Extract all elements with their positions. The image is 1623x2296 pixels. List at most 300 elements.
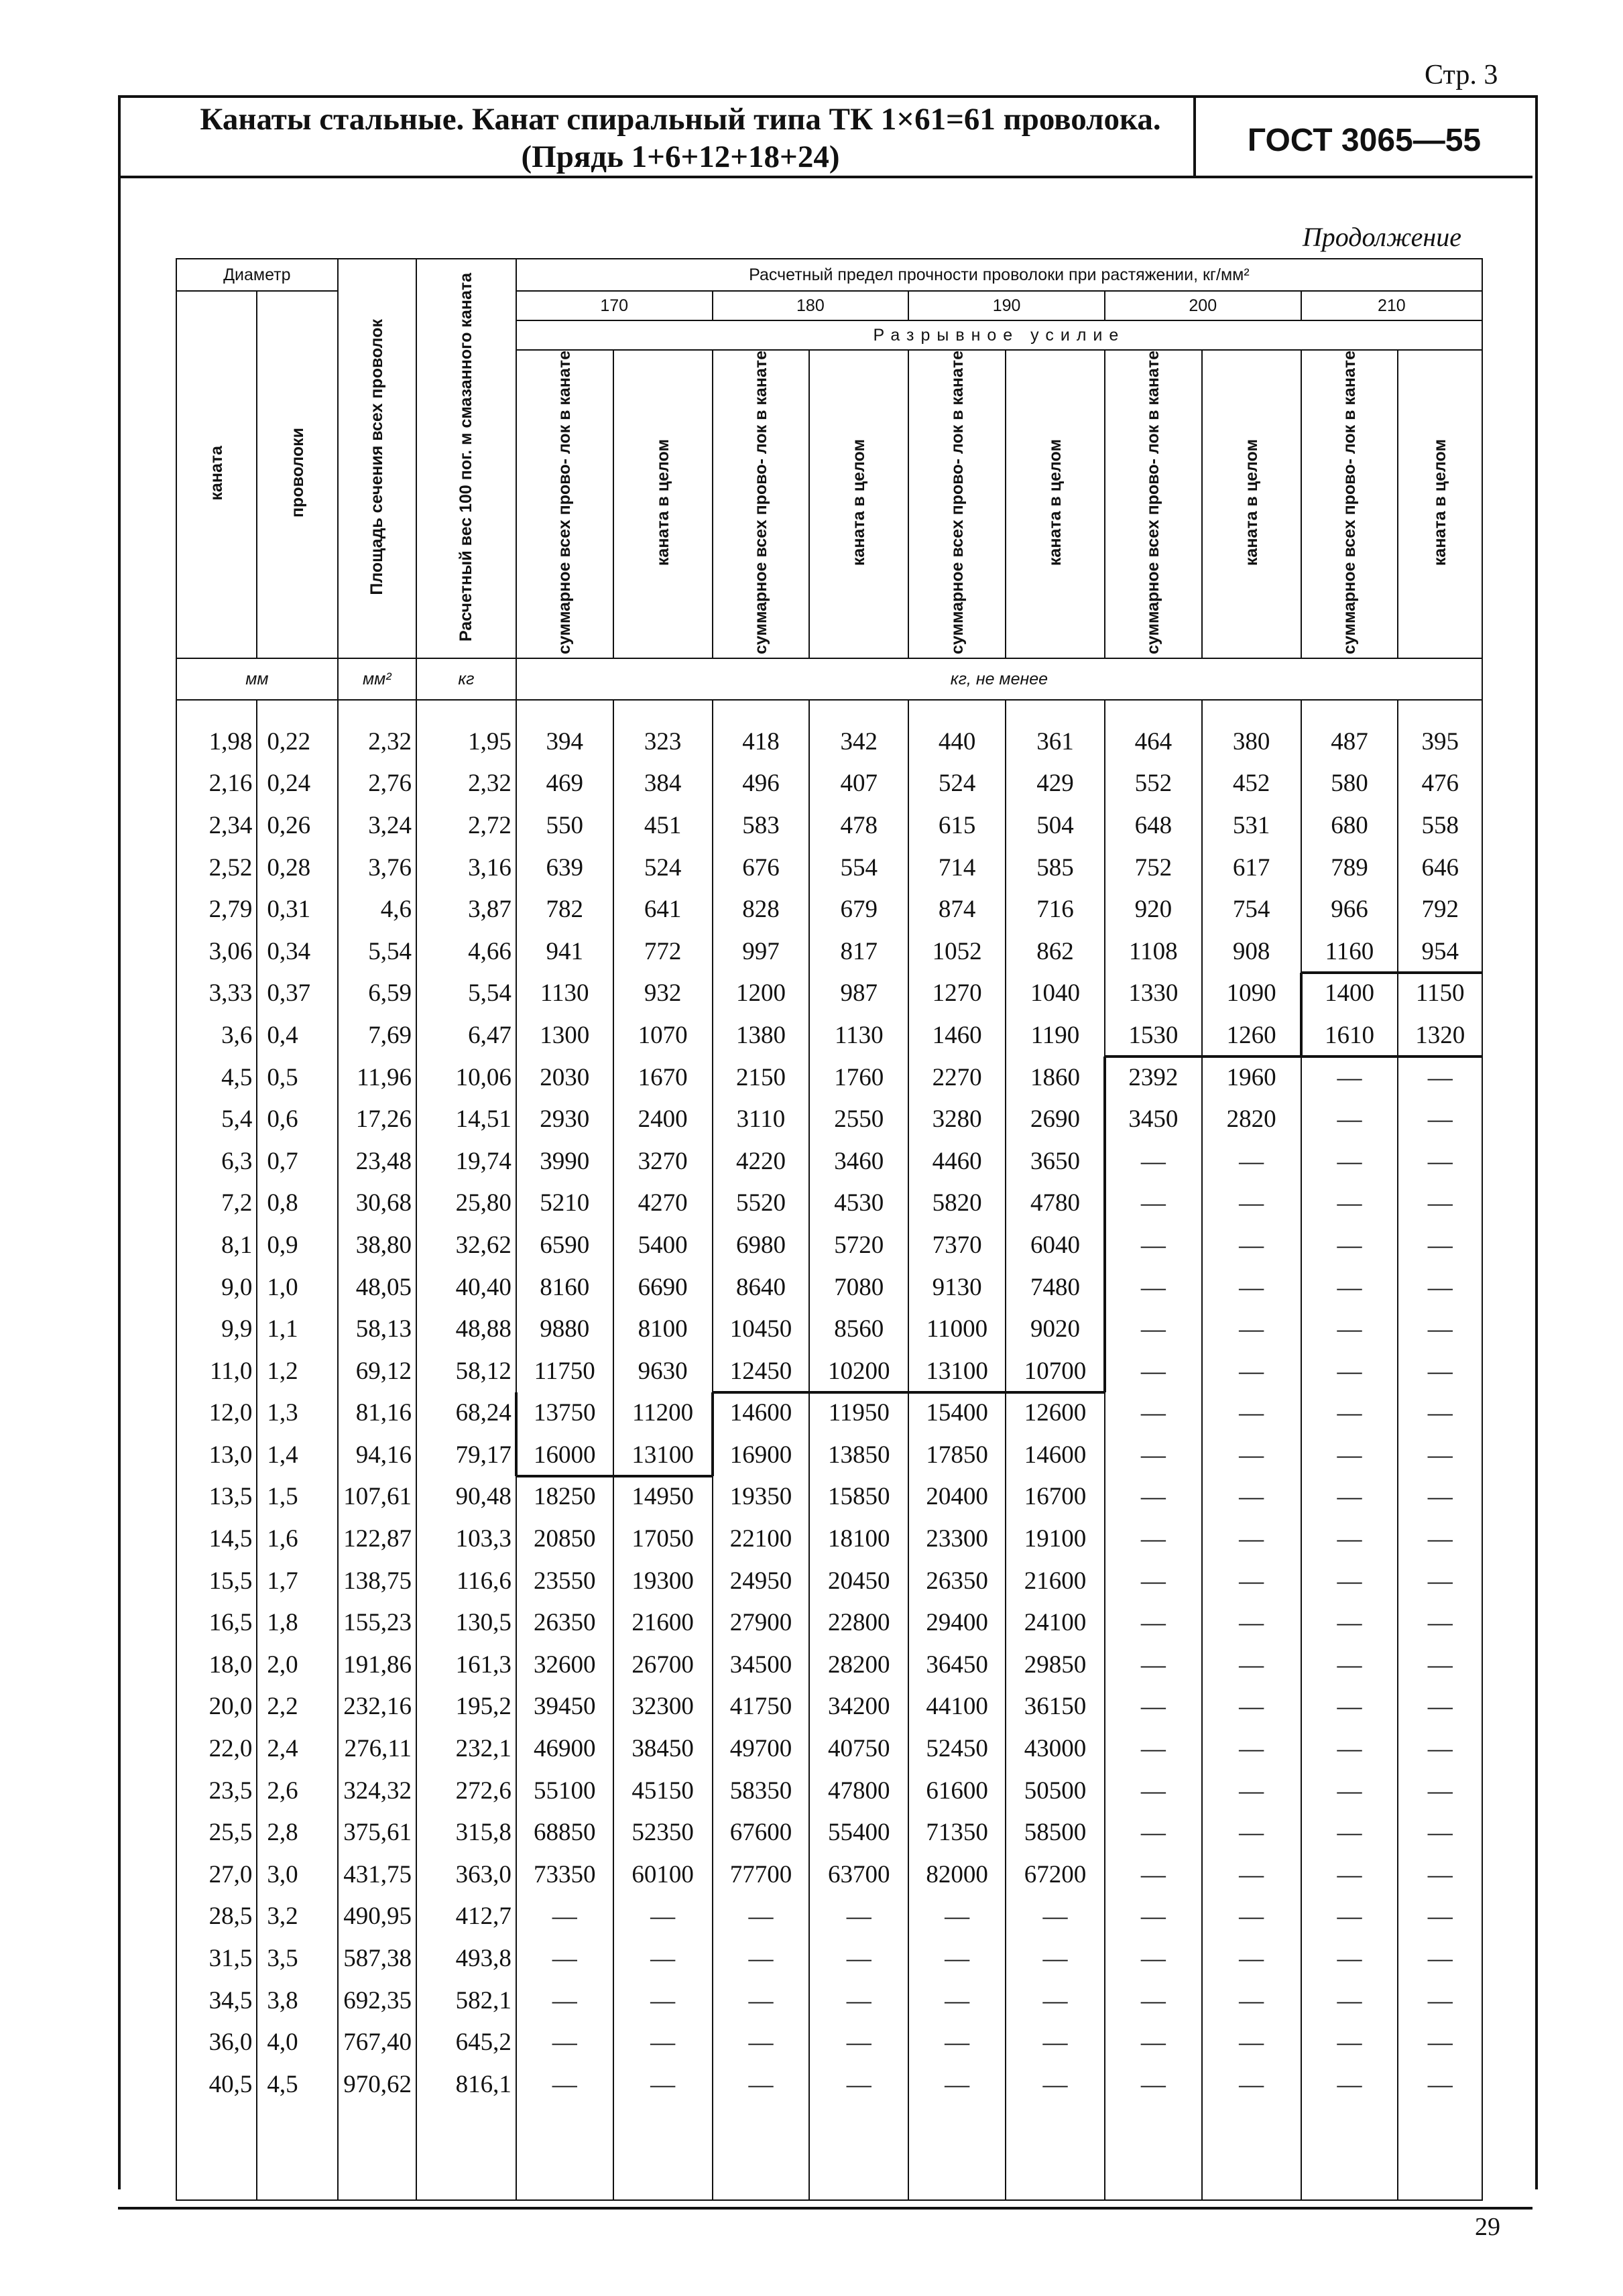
table-cell: 232,16 [338,1686,416,1728]
table-cell: — [1105,1770,1202,1812]
table-cell: — [516,2021,613,2063]
table-cell: 792 [1398,888,1482,930]
table-cell: 1380 [713,1014,810,1056]
table-cell: 16900 [713,1434,810,1476]
table-row [176,1644,1482,1686]
table-cell: 615 [908,804,1006,847]
table-cell: — [1301,1560,1398,1602]
table-cell: 2820 [1202,1098,1301,1140]
spacer-cell [516,700,613,721]
table-cell: 40,5 [176,2063,257,2106]
table-cell: 2030 [516,1056,613,1099]
table-cell: 0,31 [257,888,337,930]
table-row [176,1224,1482,1266]
spacer-cell [1105,700,1202,721]
table-cell: 69,12 [338,1350,416,1392]
table-cell: 47800 [809,1770,908,1812]
table-cell: — [1202,1854,1301,1896]
table-cell: — [1105,1518,1202,1560]
tail-cell [1105,2106,1202,2200]
table-cell: — [1105,1140,1202,1183]
table-cell: 550 [516,804,613,847]
sub-rope-190 [1006,350,1105,658]
table-row [176,1056,1482,1099]
table-cell: 31,5 [176,1937,257,1980]
header-rule [118,176,1532,178]
table-cell: 58,13 [338,1308,416,1350]
table-cell: 11200 [613,1392,713,1435]
spacer-cell [1398,700,1482,721]
table-cell: — [516,1937,613,1980]
table-cell: — [1301,1434,1398,1476]
table-cell: 1190 [1006,1014,1105,1056]
table-cell: — [1398,1350,1482,1392]
title-line-2: (Прядь 1+6+12+18+24) [521,139,840,174]
table-row [176,1098,1482,1140]
table-cell: 679 [809,888,908,930]
table-cell: 195,2 [416,1686,516,1728]
table-cell: 412,7 [416,1896,516,1938]
table-cell: 1400 [1301,973,1398,1015]
tail-cell [1398,2106,1482,2200]
sub-total-text: суммарное всех прово- лок в канате [1144,351,1163,654]
table-row [176,1770,1482,1812]
table-cell: 50500 [1006,1770,1105,1812]
table-cell: 3,2 [257,1896,337,1938]
table-cell: — [1398,1728,1482,1770]
table-cell: 323 [613,721,713,763]
table-cell: 25,5 [176,1811,257,1854]
table-cell: 2,32 [338,721,416,763]
tail-cell [713,2106,810,2200]
table-cell: 13750 [516,1392,613,1435]
table-cell: 3,33 [176,973,257,1015]
table-cell: 2400 [613,1098,713,1140]
table-cell: — [516,1896,613,1938]
sub-total-180 [713,350,810,658]
table-cell: 1300 [516,1014,613,1056]
table-cell: 58500 [1006,1811,1105,1854]
sub-rope-170 [613,350,713,658]
table-cell: 478 [809,804,908,847]
table-cell: 17,26 [338,1098,416,1140]
table-cell: 504 [1006,804,1105,847]
step-line [1301,1055,1482,1058]
table-cell: — [1398,1770,1482,1812]
table-cell: — [713,2063,810,2106]
table-cell: 754 [1202,888,1301,930]
table-cell: — [908,1980,1006,2022]
unit-mm2: мм² [338,658,416,700]
table-cell: 2150 [713,1056,810,1099]
table-cell: 2,0 [257,1644,337,1686]
table-cell: 60100 [613,1854,713,1896]
table-cell: 9020 [1006,1308,1105,1350]
step-line [1103,1140,1106,1392]
table-cell: 816,1 [416,2063,516,2106]
table-cell: 648 [1105,804,1202,847]
tail-cell [338,2106,416,2200]
table-cell: 38450 [613,1728,713,1770]
table-cell: — [1105,1183,1202,1225]
table-cell: 19100 [1006,1518,1105,1560]
table-cell: 8100 [613,1308,713,1350]
table-cell: 6980 [713,1224,810,1266]
table-cell: 452 [1202,763,1301,805]
table-cell: 2,16 [176,763,257,805]
table-cell: 36450 [908,1644,1006,1686]
table-cell: 11950 [809,1392,908,1435]
sub-total-190 [908,350,1006,658]
table-cell: 0,5 [257,1056,337,1099]
area-header-text: Площадь сечения всех проволок [367,318,387,595]
table-cell: 27900 [713,1602,810,1644]
table-cell: 1330 [1105,973,1202,1015]
table-row [176,930,1482,973]
table-cell: — [908,1896,1006,1938]
table-cell: 1,1 [257,1308,337,1350]
table-cell: — [1301,1518,1398,1560]
table-cell: 451 [613,804,713,847]
table-cell: 1,7 [257,1560,337,1602]
table-cell: 3460 [809,1140,908,1183]
table-cell: — [1105,1602,1202,1644]
table-cell: 431,75 [338,1854,416,1896]
table-cell: 14600 [713,1392,810,1435]
table-cell: — [1006,1980,1105,2022]
table-cell: — [1202,1350,1301,1392]
table-cell: 941 [516,930,613,973]
table-cell: 315,8 [416,1811,516,1854]
strength-210: 210 [1301,291,1482,320]
table-cell: — [1301,1728,1398,1770]
table-cell: 1610 [1301,1014,1398,1056]
sub-rope-200 [1202,350,1301,658]
table-cell: 9,9 [176,1308,257,1350]
table-cell: 585 [1006,847,1105,889]
table-cell: — [1398,1098,1482,1140]
table-cell: 16700 [1006,1476,1105,1518]
table-row [176,1602,1482,1644]
spacer-cell [338,700,416,721]
table-cell: 67200 [1006,1854,1105,1896]
table-cell: — [1398,1518,1482,1560]
sub-total-210 [1301,350,1398,658]
table-cell: 9630 [613,1350,713,1392]
table-cell: 23300 [908,1518,1006,1560]
table-cell: 24950 [713,1560,810,1602]
table-cell: 5400 [613,1224,713,1266]
table-row [176,888,1482,930]
table-cell: — [1202,1560,1301,1602]
table-cell: 639 [516,847,613,889]
table-cell: 28,5 [176,1896,257,1938]
table-cell: 15400 [908,1392,1006,1435]
table-cell: — [908,1937,1006,1980]
table-cell: — [1105,1224,1202,1266]
table-cell: 0,26 [257,804,337,847]
table-cell: 21600 [1006,1560,1105,1602]
table-cell: — [1202,1937,1301,1980]
table-cell: — [1398,1854,1482,1896]
table-cell: 6040 [1006,1224,1105,1266]
table-cell: 1,95 [416,721,516,763]
table-cell: — [908,2021,1006,2063]
tail-row [176,2106,1482,2200]
table-cell: 49700 [713,1728,810,1770]
table-cell: 1130 [516,973,613,1015]
table-cell: 0,24 [257,763,337,805]
table-row [176,1937,1482,1980]
table-cell: — [1398,2063,1482,2106]
table-cell: 324,32 [338,1770,416,1812]
table-cell: 552 [1105,763,1202,805]
table-cell: 25,80 [416,1183,516,1225]
table-cell: 1860 [1006,1056,1105,1099]
table-cell: 676 [713,847,810,889]
table-cell: 20450 [809,1560,908,1602]
table-cell: 6590 [516,1224,613,1266]
table-cell: 464 [1105,721,1202,763]
table-cell: 7080 [809,1266,908,1309]
table-cell: 4,6 [338,888,416,930]
table-cell: 22800 [809,1602,908,1644]
wire-diameter-header [257,291,337,658]
table-cell: 2,32 [416,763,516,805]
spacer-cell [1301,700,1398,721]
table-cell: 954 [1398,930,1482,973]
table-cell: 39450 [516,1686,613,1728]
unit-kg: кг [416,658,516,700]
table-cell: — [809,1937,908,1980]
table-cell: — [1398,1308,1482,1350]
table-cell: 10450 [713,1308,810,1350]
table-cell: — [1398,1980,1482,2022]
table-cell: 82000 [908,1854,1006,1896]
table-header [176,259,1482,700]
table-cell: 34,5 [176,1980,257,2022]
rope-diameter-header [176,291,257,658]
table-cell: — [1105,1266,1202,1309]
table-cell: — [1301,1224,1398,1266]
table-row [176,1392,1482,1435]
tail-cell [1006,2106,1105,2200]
table-cell: 874 [908,888,1006,930]
table-cell: — [1301,1686,1398,1728]
table-cell: 429 [1006,763,1105,805]
table-cell: 22,0 [176,1728,257,1770]
table-cell: — [613,1896,713,1938]
table-cell: 15850 [809,1476,908,1518]
table-cell: — [1202,1896,1301,1938]
table-cell: — [1398,1937,1482,1980]
table-cell: 2930 [516,1098,613,1140]
table-cell: 38,80 [338,1224,416,1266]
table-cell: — [1398,1811,1482,1854]
strength-header: Расчетный предел прочности проволоки при растяжении, кг/мм² [516,259,1482,291]
table-cell: 13,5 [176,1476,257,1518]
table-cell: 32600 [516,1644,613,1686]
table-row [176,2021,1482,2063]
table-cell: 0,8 [257,1183,337,1225]
table-cell: 407 [809,763,908,805]
table-cell: 12600 [1006,1392,1105,1435]
table-cell: 61600 [908,1770,1006,1812]
table-cell: 5210 [516,1183,613,1225]
table-row [176,1308,1482,1350]
table-cell: 1,8 [257,1602,337,1644]
table-cell: 20400 [908,1476,1006,1518]
table-cell: 7,2 [176,1183,257,1225]
table-cell: — [809,1980,908,2022]
table-cell: 23,48 [338,1140,416,1183]
table-cell: 9,0 [176,1266,257,1309]
sub-total-200 [1105,350,1202,658]
table-cell: 3,6 [176,1014,257,1056]
table-cell: 2,8 [257,1811,337,1854]
spacer-row [176,700,1482,721]
table-cell: 5,54 [338,930,416,973]
spacer-cell [257,700,337,721]
table-cell: 14600 [1006,1434,1105,1476]
table-cell: — [1105,1434,1202,1476]
table-cell: 817 [809,930,908,973]
table-cell: — [1202,1686,1301,1728]
sub-total-text: суммарное всех прово- лок в канате [947,351,967,654]
sub-total-text: суммарное всех прово- лок в канате [751,351,770,654]
table-cell: 384 [613,763,713,805]
table-cell: — [1105,1811,1202,1854]
table-cell: — [1398,1056,1482,1099]
sub-rope-text: каната в целом [653,438,672,566]
table-cell: 1108 [1105,930,1202,973]
table-cell: 7480 [1006,1266,1105,1309]
table-cell: — [516,1980,613,2022]
table-cell: 767,40 [338,2021,416,2063]
sub-rope-210 [1398,350,1482,658]
table-cell: — [1301,1854,1398,1896]
table-cell: — [613,1937,713,1980]
table-body [176,700,1482,2200]
table-cell: — [713,1980,810,2022]
table-cell: — [1202,1770,1301,1812]
table-cell: 3,8 [257,1980,337,2022]
table-cell: — [1006,2063,1105,2106]
table-row [176,973,1482,1015]
table-cell: 22100 [713,1518,810,1560]
strength-170: 170 [516,291,713,320]
table-cell: — [1301,1140,1398,1183]
table-cell: 71350 [908,1811,1006,1854]
table-cell: 1,98 [176,721,257,763]
table-cell: 19,74 [416,1140,516,1183]
table-cell: — [1301,1896,1398,1938]
table-cell: 68,24 [416,1392,516,1435]
table-cell: 29850 [1006,1644,1105,1686]
table-cell: 55100 [516,1770,613,1812]
table-cell: 487 [1301,721,1398,763]
table-cell: 5520 [713,1183,810,1225]
table-cell: 34200 [809,1686,908,1728]
table-row [176,1728,1482,1770]
table-cell: — [809,2021,908,2063]
table-cell: — [1202,2063,1301,2106]
table-cell: 13100 [908,1350,1006,1392]
table-cell: 828 [713,888,810,930]
table-cell: — [1202,1183,1301,1225]
diameter-header: Диаметр [176,259,338,291]
sub-rope-180 [809,350,908,658]
table-cell: — [1105,1854,1202,1896]
table-cell: 55400 [809,1811,908,1854]
table-cell: 361 [1006,721,1105,763]
table-cell: 4,66 [416,930,516,973]
table-cell: 418 [713,721,810,763]
table-cell: 18,0 [176,1644,257,1686]
table-cell: 20850 [516,1518,613,1560]
table-cell: 94,16 [338,1434,416,1476]
table-cell: 1,6 [257,1518,337,1560]
table-cell: 970,62 [338,2063,416,2106]
table-cell: 493,8 [416,1937,516,1980]
table-cell: 476 [1398,763,1482,805]
table-cell: 41750 [713,1686,810,1728]
table-cell: 3,06 [176,930,257,973]
table-cell: 0,34 [257,930,337,973]
rope-diameter-text: каната [207,445,227,501]
page-number-top: Стр. 3 [1425,60,1498,90]
sub-total-text: суммарное всех прово- лок в канате [555,351,575,654]
table-cell: 3,87 [416,888,516,930]
table-cell: — [1398,1224,1482,1266]
bottom-rule [118,2207,1532,2210]
table-cell: — [1301,1476,1398,1518]
table-cell: 9880 [516,1308,613,1350]
table-cell: 29400 [908,1602,1006,1644]
table-cell: 987 [809,973,908,1015]
table-cell: 966 [1301,888,1398,930]
strength-180: 180 [713,291,909,320]
table-cell: 1160 [1301,930,1398,973]
table-cell: 11,0 [176,1350,257,1392]
spacer-cell [1202,700,1301,721]
table-cell: — [1105,1350,1202,1392]
spacer-cell [1006,700,1105,721]
tail-cell [176,2106,257,2200]
continuation-label: Продолжение [1302,222,1461,252]
table-cell: 4270 [613,1183,713,1225]
table-cell: 8160 [516,1266,613,1309]
sub-total-text: суммарное всех прово- лок в канате [1340,351,1359,654]
table-cell: — [1301,2063,1398,2106]
table-row [176,1140,1482,1183]
table-cell: 772 [613,930,713,973]
table-cell: 5820 [908,1183,1006,1225]
table-cell: 13850 [809,1434,908,1476]
table-cell: 155,23 [338,1602,416,1644]
table-cell: — [1301,1602,1398,1644]
table-cell: — [1398,1140,1482,1183]
table-cell: 2392 [1105,1056,1202,1099]
table-cell: 3110 [713,1098,810,1140]
table-cell: — [1202,1476,1301,1518]
table-cell: 10200 [809,1350,908,1392]
table-cell: 2,6 [257,1770,337,1812]
table-cell: 10,06 [416,1056,516,1099]
table-cell: 90,48 [416,1476,516,1518]
table-cell: 107,61 [338,1476,416,1518]
table-cell: — [1301,1308,1398,1350]
